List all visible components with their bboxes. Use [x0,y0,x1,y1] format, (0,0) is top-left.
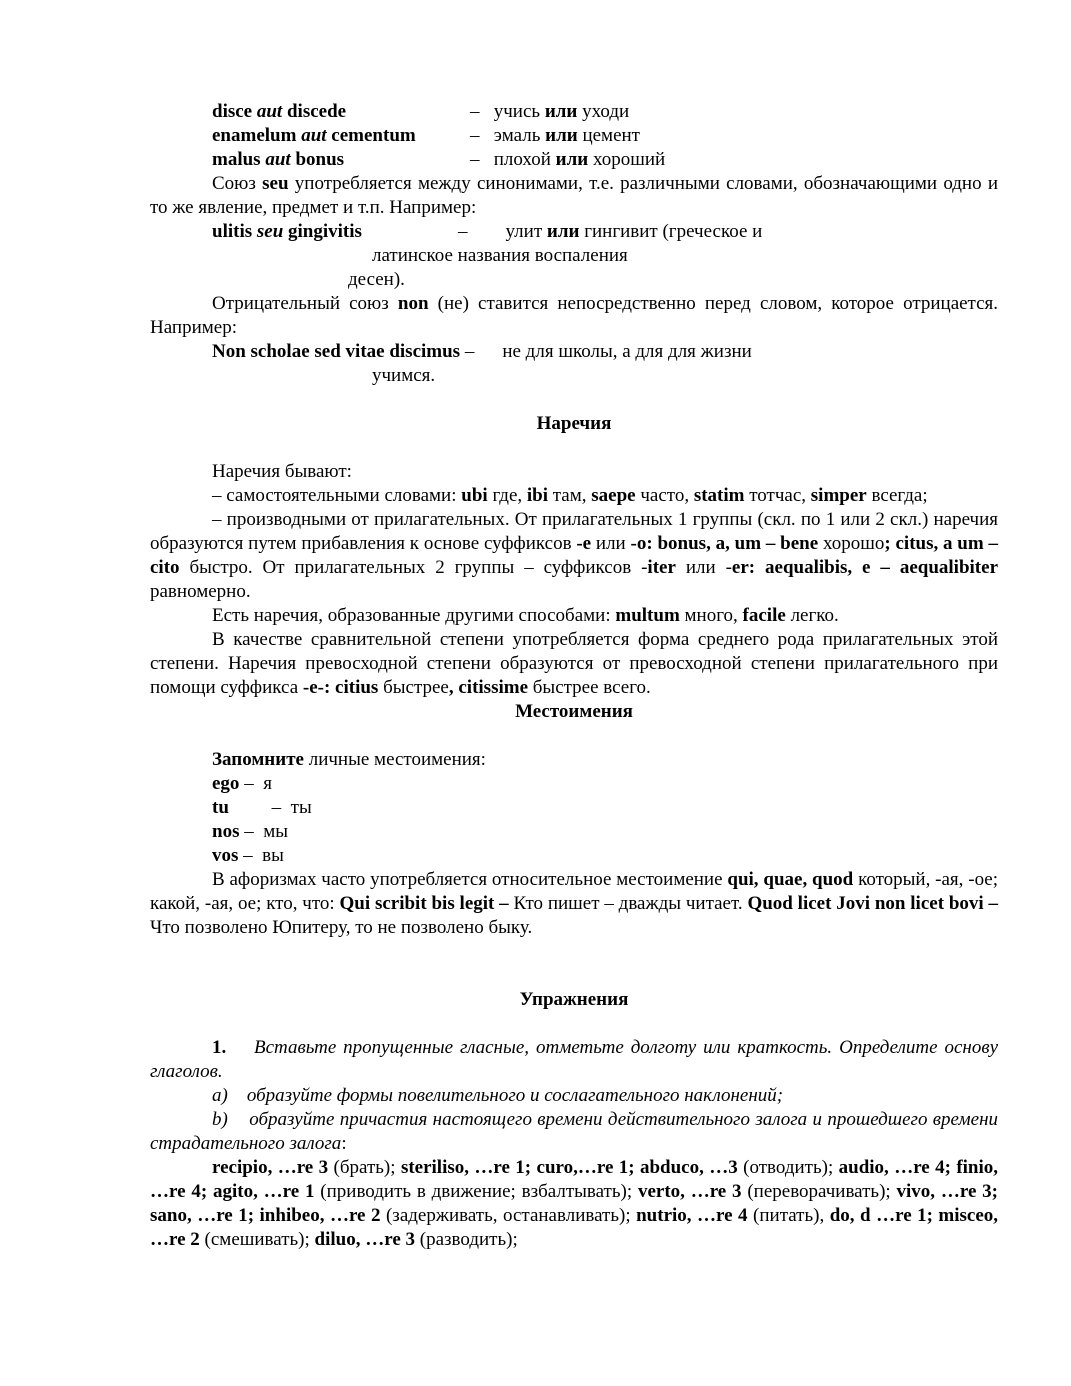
example-row [150,100,998,124]
pronoun-row: nos – мы [212,821,289,842]
translation: – улит или гингивит (греческое и [458,221,763,242]
latin-phrase: ulitis seu gingivitis [212,221,362,242]
non-paragraph: Отрицательный союз non (не) ставится непосредственно перед словом, которое отрицается. Например: [150,293,999,338]
exercise-subtask-b: b) образуйте причастия настоящего времени действительного залога и прошедшего времени страдательного залога: [150,1109,998,1154]
exercise-task: 1. Вставьте пропущенные гласные, отметьте долготу или краткость. Определите основу глаголов. [150,1037,998,1082]
translation: не для школы, а для для жизни [502,341,752,362]
adverbs-other: Есть наречия, образованные другими способами: multum много, facile легко. [212,605,839,626]
conjunction: aut [265,149,291,170]
pronoun-row: tu – ты [212,797,312,818]
example-row [150,148,998,172]
pronoun-row: vos – вы [212,845,284,866]
non-example-row [150,340,998,364]
latin-phrase: Non scholae sed vitae discimus – [212,341,475,362]
document-page [150,100,998,1252]
seu-example-row [150,220,998,244]
section-heading-adverbs: Наречия [536,413,612,434]
translation: – плохой или хороший [470,149,666,170]
section-heading-exercises: Упражнения [519,989,629,1010]
pronouns-aphorisms: В афоризмах часто употребляется относительное местоимение qui, quae, quod который, -ая, -ое; какой, -ая, ое; кто, что: Qui scribit bis legit – Кто пишет – дважды читает. Quod licet Jovi non licet bovi – Что позволено Юпитеру, то не позволено быку. [150,869,999,938]
latin-word: enamelum [212,125,297,146]
pronouns-intro: Запомните личные местоимения: [212,749,486,770]
translation-continued: латинское названия воспаления [372,245,628,266]
conjunction: aut [301,125,327,146]
exercise-subtask-a: a) образуйте формы повелительного и сослагательного наклонений; [212,1085,784,1106]
latin-word: discede [286,101,347,122]
adverbs-comparison: В качестве сравнительной степени употребляется форма среднего рода прилагательных этой степени. Наречия превосходной степени образуются от превосходной степени прилагательного при помощи суффикса -e-: citius быстрее, citissime быстрее всего. [150,629,998,698]
latin-word: cementum [331,125,416,146]
example-row [150,124,998,148]
adverbs-item-2: – производными от прилагательных. От прилагательных 1 группы (скл. по 1 или 2 скл.) наречия образуются путем прибавления к основе суффиксов -e или -o: bonus, a, um – bene хорошо; citus, a um – cito быстро. От прилагательных 2 группы – суффиксов -iter или -er: aequalibis, e – aequalibiter равномерно. [150,509,998,602]
pronoun-row: ego – я [212,773,272,794]
latin-word: bonus [295,149,345,170]
latin-word: malus [212,149,261,170]
seu-paragraph: Союз seu употребляется между синонимами, т.е. различными словами, обозначающими одно и то же явление, предмет и т.п. Например: [150,173,999,218]
latin-phrase [150,124,470,148]
section-heading-pronouns: Местоимения [515,701,633,722]
conjunction: aut [256,101,283,122]
translation-continued: учимся. [372,365,436,386]
adverbs-item-1: – самостоятельными словами: ubi где, ibi там, saepe часто, statim тотчас, simper всегда; [212,485,928,506]
latin-phrase [150,148,470,172]
adverbs-intro: Наречия бывают: [212,461,352,482]
latin-word: disce [212,101,253,122]
latin-phrase [150,100,470,124]
translation-continued: десен). [348,269,405,290]
exercise-verbs: recipio, …re 3 (брать); steriliso, …re 1; curo,…re 1; abduco, …3 (отводить); audio, …re 4; finio, …re 4; agito, …re 1 (приводить в движение; взбалтывать); verto, …re 3 (переворачивать); vivo, …re 3; sano, …re 1; inhibeo, …re 2 (задерживать, останавливать); nutrio, …re 4 (питать), do, d …re 1; misceo, …re 2 (смешивать); diluo, …re 3 (разводить); [150,1157,999,1250]
translation: – эмаль или цемент [470,125,640,146]
translation: – учись или уходи [470,101,630,122]
